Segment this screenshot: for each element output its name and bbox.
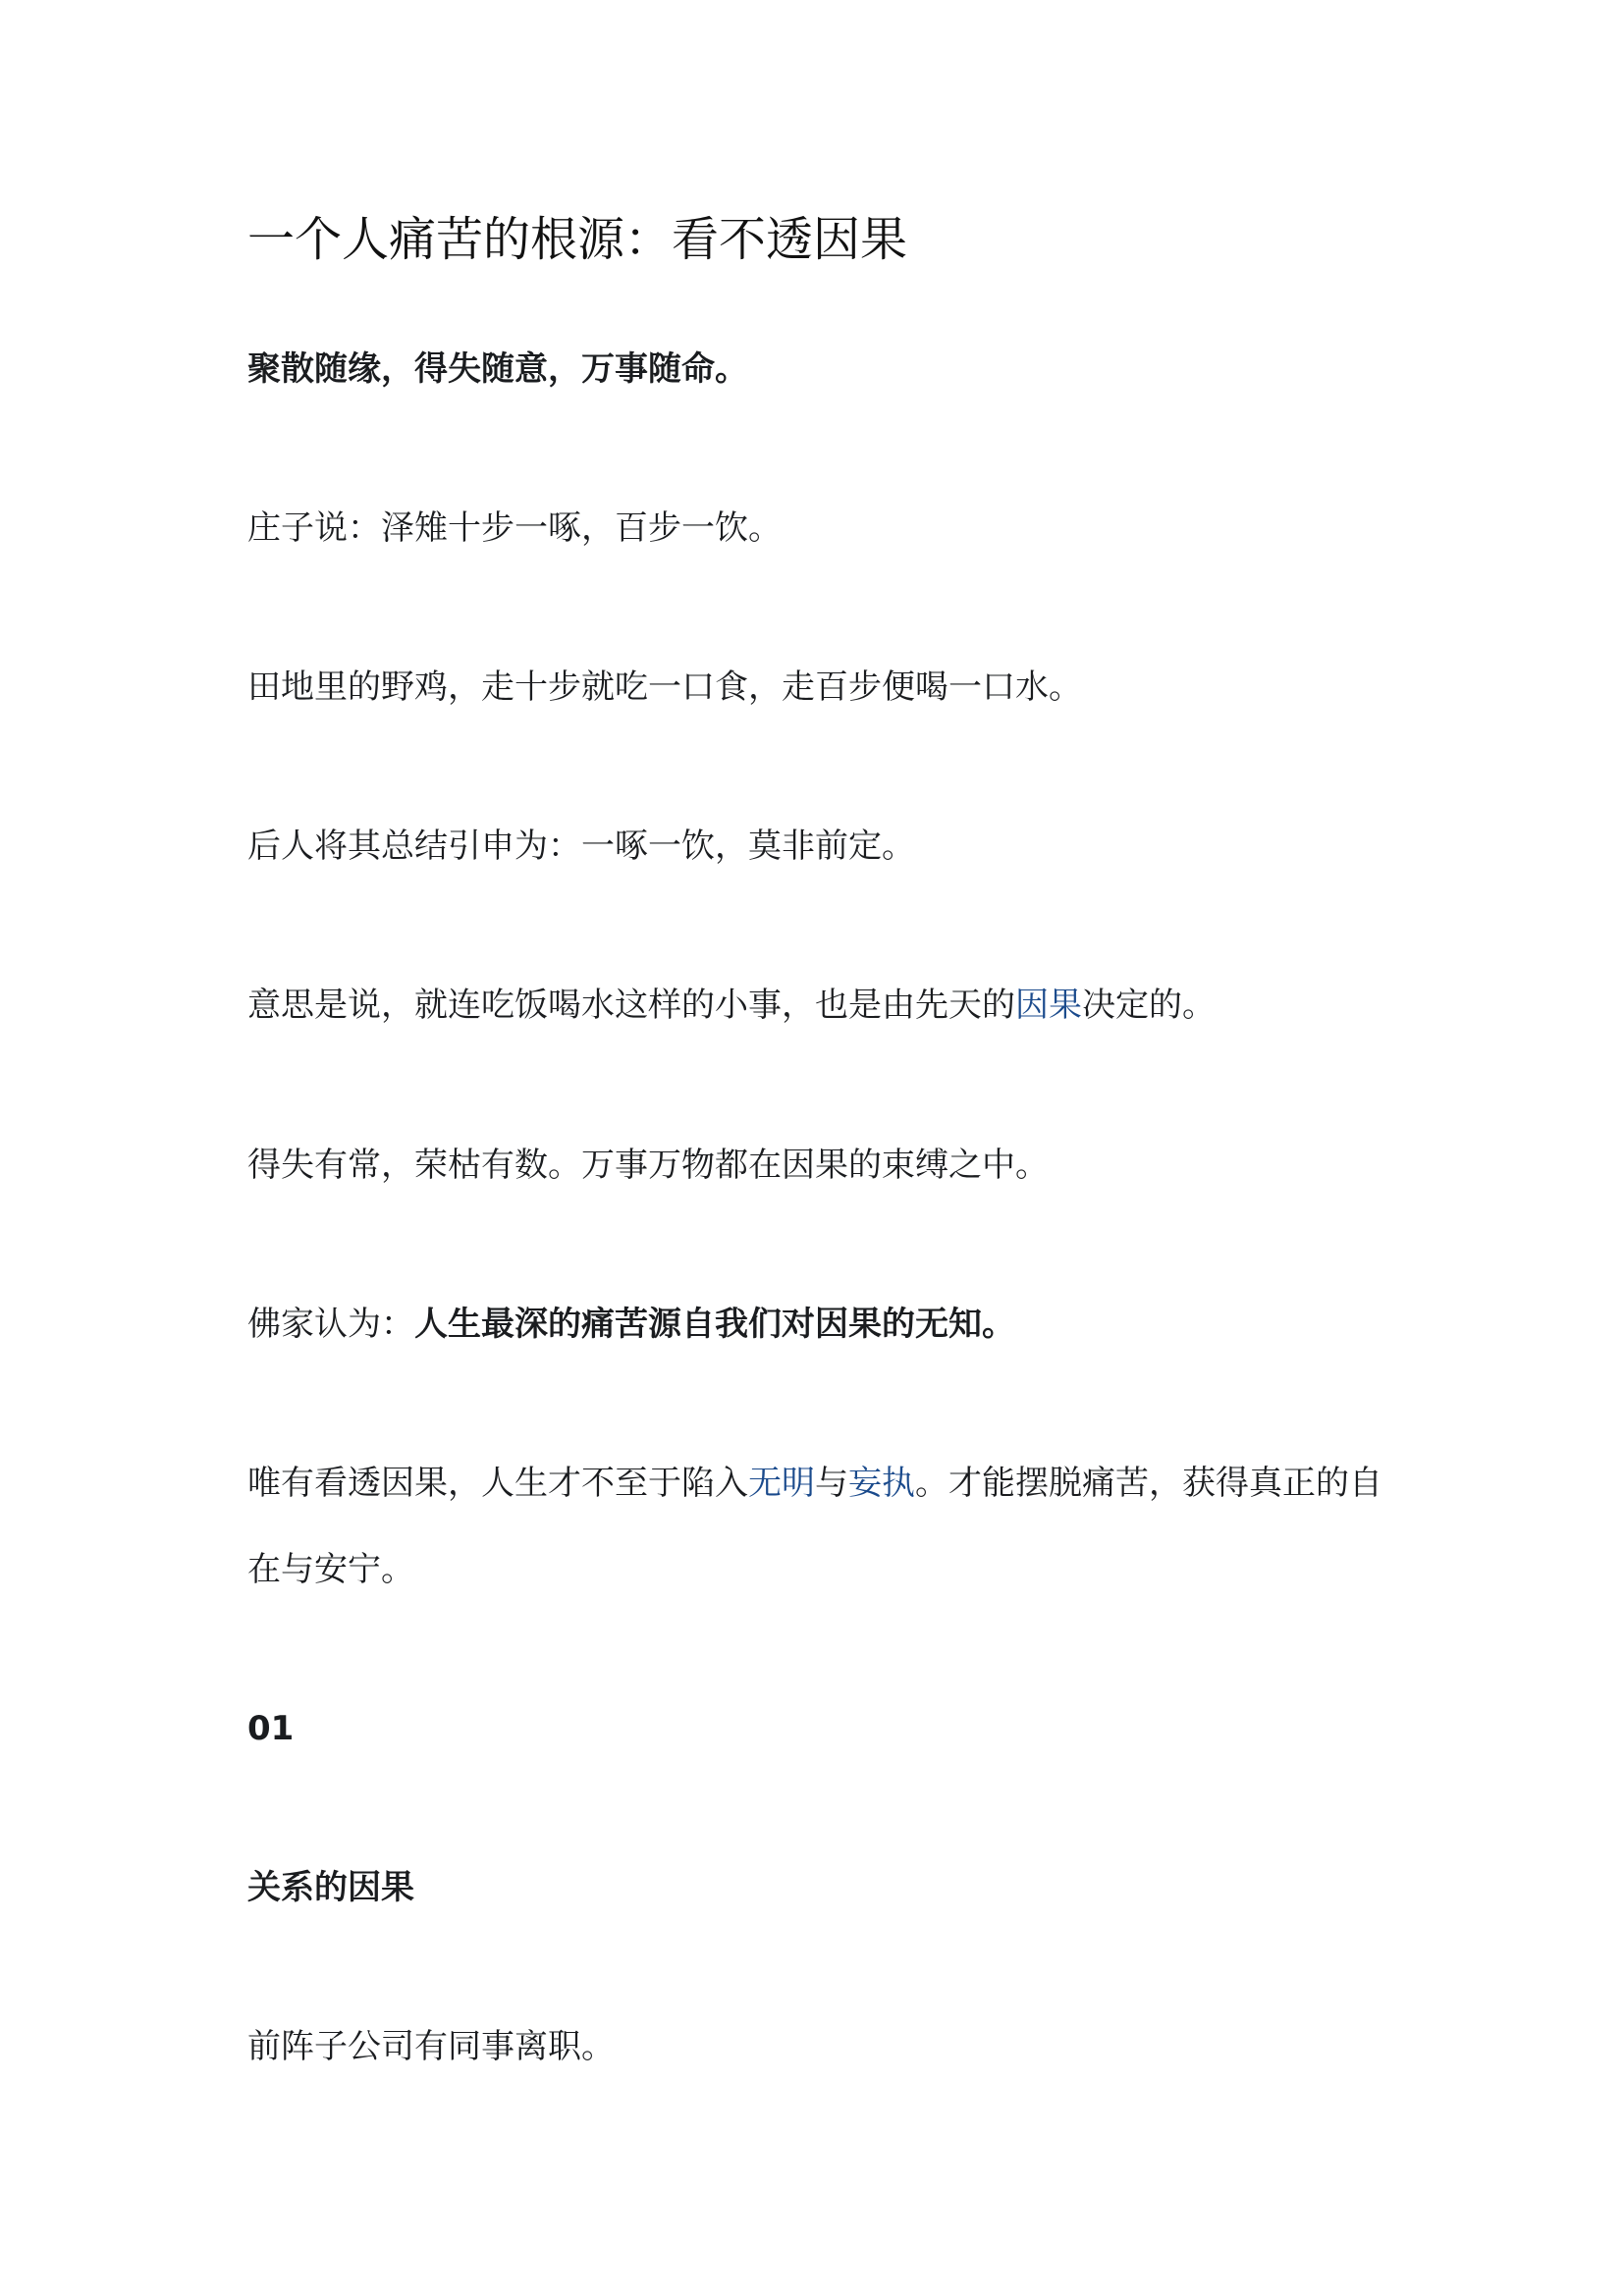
paragraph-meaning [247,962,1216,1048]
paragraph-text: 唯有看透因果，人生才不至于陷入 [247,1464,748,1503]
paragraph-pheasant: 田地里的野鸡，走十步就吃一口食，走百步便喝一口水。 [247,667,1082,707]
paragraph-text: 与 [815,1464,848,1503]
section-heading: 关系的因果 [247,1868,414,1907]
section-number: 01 [247,1709,295,1748]
article-subtitle: 聚散随缘，得失随意，万事随命。 [247,349,748,389]
link-wangzhi[interactable]: 妄执 [848,1464,915,1503]
emphasis-text: 人生最深的痛苦源自我们对因果的无知。 [414,1305,1015,1344]
paragraph-text: 。才能摆脱痛苦，获得真正的自在与安宁。 [247,1464,1382,1589]
paragraph-summary: 后人将其总结引申为：一啄一饮，莫非前定。 [247,827,915,866]
paragraph-buddhist-view [247,1281,1015,1367]
article-title: 一个人痛苦的根源：看不透因果 [247,212,908,267]
paragraph-lead: 佛家认为： [247,1305,414,1344]
paragraph-zhuangzi-quote: 庄子说：泽雉十步一啄，百步一饮。 [247,508,782,548]
paragraph-text: 意思是说，就连吃饭喝水这样的小事，也是由先天的 [247,986,1015,1025]
link-wuming[interactable]: 无明 [748,1464,815,1503]
paragraph-gain-loss: 得失有常，荣枯有数。万事万物都在因果的束缚之中。 [247,1146,1049,1185]
paragraph-text: 决定的。 [1082,986,1216,1025]
paragraph-see-through [247,1440,1386,1613]
paragraph-colleague: 前阵子公司有同事离职。 [247,2027,615,2066]
link-yinguo[interactable]: 因果 [1015,986,1082,1025]
